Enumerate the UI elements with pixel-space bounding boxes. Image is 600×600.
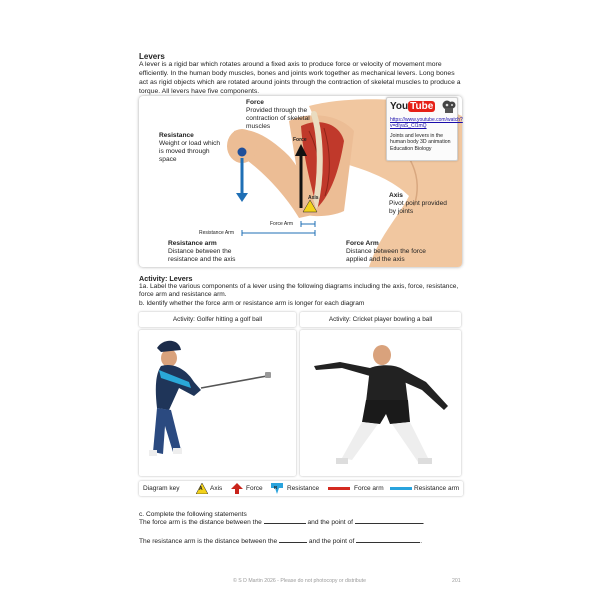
caption-cricket: Activity: Cricket player bowling a ball bbox=[300, 312, 461, 327]
youtube-card[interactable] bbox=[386, 97, 463, 161]
key-axis-mark: A bbox=[199, 486, 203, 492]
youtube-description: Joints and levers in the human body 3D animation Education Biology bbox=[390, 133, 451, 152]
diagram-key bbox=[139, 481, 463, 496]
golfer-image bbox=[139, 330, 296, 476]
blank-resistance-arm-2[interactable] bbox=[356, 542, 420, 543]
key-resistance-arm-text: Resistance arm bbox=[414, 485, 460, 492]
blank-resistance-arm-1[interactable] bbox=[279, 542, 307, 543]
statements-heading: c. Complete the following statements bbox=[139, 511, 247, 518]
small-force-arm-text: Force Arm bbox=[270, 221, 294, 227]
blank-force-arm-2[interactable] bbox=[355, 523, 423, 524]
small-resistance-arm-text: Resistance Arm bbox=[199, 230, 235, 236]
youtube-link[interactable]: https://www.youtube.com/watch?v=dIyaS_Cl1mQ bbox=[390, 117, 463, 129]
caption-golfer: Activity: Golfer hitting a golf ball bbox=[139, 312, 296, 327]
key-resistance-mark: R bbox=[274, 485, 278, 490]
key-force-text: Force bbox=[246, 485, 263, 492]
page-number: 201 bbox=[452, 578, 461, 584]
arrow-force-text: Force bbox=[293, 137, 307, 143]
resistance-arm-label: Resistance arm Distance between the resistance and the axis bbox=[168, 240, 236, 263]
statement-force-arm: The force arm is the distance between the and the point of . bbox=[139, 519, 425, 526]
axis-label: Axis Pivot point provided by joints bbox=[389, 192, 447, 215]
statement-resistance-arm: The resistance arm is the distance between the and the point of . bbox=[139, 538, 423, 545]
levers-heading: Levers bbox=[139, 52, 165, 61]
key-axis-text: Axis bbox=[210, 485, 223, 492]
arrow-axis-text: Axis bbox=[308, 195, 319, 201]
resistance-label: Resistance Weight or load which is moved through space bbox=[159, 132, 221, 163]
force-arm-label: Force Arm Distance between the force applied and the axis bbox=[346, 240, 426, 263]
key-label: Diagram key bbox=[143, 485, 180, 492]
blank-force-arm-1[interactable] bbox=[264, 523, 306, 524]
key-resistance-text: Resistance bbox=[287, 485, 320, 492]
force-arm-line-icon bbox=[328, 487, 350, 490]
force-label: Force Provided through the contraction of skeletal muscles bbox=[246, 99, 310, 130]
film-reel-icon bbox=[442, 100, 457, 114]
copyright-text: © S D Martin 2026 - Please do not photocopy or distribute bbox=[233, 578, 367, 584]
key-force-arm-text: Force arm bbox=[354, 485, 384, 492]
activity-heading: Activity: Levers bbox=[139, 274, 193, 283]
levers-intro: A lever is a rigid bar which rotates around a fixed axis to produce force or velocity of movement more efficiently. In the human body muscles, bones and joints work together as mechanical levers. Long bones act as rigid objects which are rotated around joints through the contraction of skeletal muscles to produce a torque. All levers have five components. bbox=[139, 61, 461, 95]
activity-instructions: 1a. Label the various components of a lever using the following diagrams including the axis, force, resistance, force arm and resistance arm. b. Identify whether the force arm or resistance arm is longer for each diagram bbox=[139, 283, 459, 307]
force-arrow-icon bbox=[231, 483, 243, 494]
youtube-logo: You Tube bbox=[390, 101, 434, 112]
cricketer-image bbox=[300, 330, 461, 476]
resistance-arm-line-icon bbox=[390, 487, 412, 490]
